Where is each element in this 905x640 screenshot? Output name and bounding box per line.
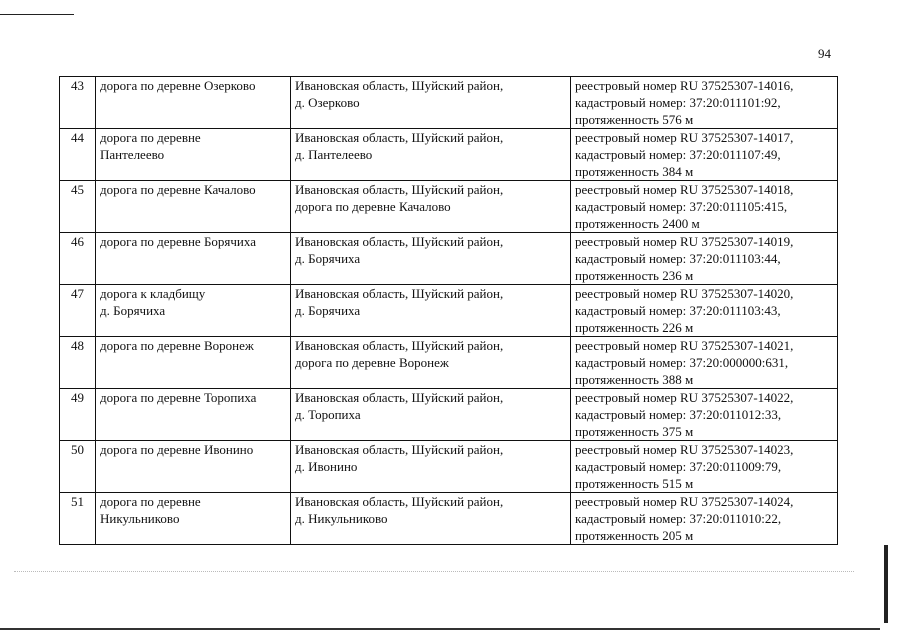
road-details-line: кадастровый номер: 37:20:011009:79, [575,459,782,474]
road-details-line: протяженность 375 м [575,424,694,439]
road-name-line: д. Борячиха [100,303,166,318]
row-number: 50 [60,441,96,493]
road-details-cell [571,285,838,337]
road-details-cell [571,77,838,129]
road-details-cell [571,233,838,285]
road-address-line: Ивановская область, Шуйский район, [295,338,504,353]
road-address-cell [291,389,571,441]
row-number: 49 [60,389,96,441]
row-number: 47 [60,285,96,337]
scan-artifact-bottom-line [0,628,880,630]
road-details-line: реестровый номер RU 37525307-14021, [575,338,794,353]
road-address-line: д. Озерково [295,95,360,110]
road-name-line: дорога по деревне Борячиха [100,234,256,249]
road-address-line: д. Торопиха [295,407,361,422]
road-details-line: реестровый номер RU 37525307-14017, [575,130,794,145]
table-row [60,181,838,233]
road-name-cell [96,441,291,493]
table-row [60,233,838,285]
road-details-line: реестровый номер RU 37525307-14024, [575,494,794,509]
road-name-line: дорога по деревне Ивонино [100,442,254,457]
road-details-line: реестровый номер RU 37525307-14016, [575,78,794,93]
road-address-line: д. Борячиха [295,303,361,318]
road-address-line: Ивановская область, Шуйский район, [295,286,504,301]
road-name-line: Пантелеево [100,147,165,162]
road-details-line: кадастровый номер: 37:20:011010:22, [575,511,782,526]
road-details-line: реестровый номер RU 37525307-14018, [575,182,794,197]
road-name-line: Никульниково [100,511,180,526]
row-number: 45 [60,181,96,233]
road-name-line: дорога по деревне [100,130,201,145]
road-details-line: протяженность 236 м [575,268,694,283]
registry-table-body [60,77,838,545]
page-number: 94 [818,46,831,61]
road-address-line: дорога по деревне Воронеж [295,355,449,370]
row-number: 51 [60,493,96,545]
table-row [60,337,838,389]
road-address-line: Ивановская область, Шуйский район, [295,182,504,197]
road-details-cell [571,441,838,493]
road-address-cell [291,337,571,389]
road-name-line: дорога по деревне Качалово [100,182,256,197]
road-details-cell [571,337,838,389]
road-details-cell [571,493,838,545]
road-address-line: Ивановская область, Шуйский район, [295,494,504,509]
road-address-cell [291,181,571,233]
road-address-line: дорога по деревне Качалово [295,199,451,214]
road-details-line: реестровый номер RU 37525307-14022, [575,390,794,405]
road-name-line: дорога к кладбищу [100,286,206,301]
road-address-line: д. Пантелеево [295,147,373,162]
scan-artifact-right-edge [884,545,888,623]
road-address-line: Ивановская область, Шуйский район, [295,390,504,405]
road-address-line: Ивановская область, Шуйский район, [295,78,504,93]
road-address-line: д. Никульниково [295,511,388,526]
road-address-line: Ивановская область, Шуйский район, [295,442,504,457]
road-name-cell [96,181,291,233]
scan-artifact-dotted-line [14,571,854,573]
table-row [60,389,838,441]
road-details-line: протяженность 205 м [575,528,694,543]
road-details-line: протяженность 384 м [575,164,694,179]
table-row [60,129,838,181]
road-name-line: дорога по деревне Воронеж [100,338,254,353]
row-number: 48 [60,337,96,389]
road-details-line: кадастровый номер: 37:20:011101:92, [575,95,781,110]
scan-artifact-top-line [0,14,74,15]
road-address-line: Ивановская область, Шуйский район, [295,130,504,145]
road-name-cell [96,233,291,285]
road-details-line: кадастровый номер: 37:20:011107:49, [575,147,781,162]
road-details-line: кадастровый номер: 37:20:011012:33, [575,407,782,422]
road-address-cell [291,493,571,545]
road-address-cell [291,233,571,285]
road-address-cell [291,441,571,493]
table-row [60,285,838,337]
road-registry-table [59,76,838,545]
road-details-line: кадастровый номер: 37:20:000000:631, [575,355,789,370]
road-name-line: дорога по деревне Торопиха [100,390,257,405]
table-row [60,77,838,129]
row-number: 44 [60,129,96,181]
road-name-line: дорога по деревне [100,494,201,509]
road-details-line: реестровый номер RU 37525307-14023, [575,442,794,457]
road-details-line: протяженность 2400 м [575,216,700,231]
road-name-cell [96,337,291,389]
road-address-line: д. Ивонино [295,459,358,474]
road-details-cell [571,181,838,233]
road-details-line: кадастровый номер: 37:20:011105:415, [575,199,788,214]
road-address-cell [291,129,571,181]
road-details-cell [571,389,838,441]
road-name-line: дорога по деревне Озерково [100,78,256,93]
road-details-line: кадастровый номер: 37:20:011103:43, [575,303,781,318]
road-name-cell [96,285,291,337]
road-name-cell [96,129,291,181]
table-row [60,493,838,545]
road-details-line: протяженность 576 м [575,112,694,127]
road-details-cell [571,129,838,181]
road-name-cell [96,389,291,441]
table-row [60,441,838,493]
road-details-line: протяженность 226 м [575,320,694,335]
road-address-line: Ивановская область, Шуйский район, [295,234,504,249]
road-details-line: кадастровый номер: 37:20:011103:44, [575,251,781,266]
road-address-cell [291,285,571,337]
road-details-line: реестровый номер RU 37525307-14019, [575,234,794,249]
row-number: 46 [60,233,96,285]
row-number: 43 [60,77,96,129]
road-name-cell [96,77,291,129]
road-address-cell [291,77,571,129]
road-address-line: д. Борячиха [295,251,361,266]
road-details-line: протяженность 388 м [575,372,694,387]
road-details-line: реестровый номер RU 37525307-14020, [575,286,794,301]
road-details-line: протяженность 515 м [575,476,694,491]
road-name-cell [96,493,291,545]
